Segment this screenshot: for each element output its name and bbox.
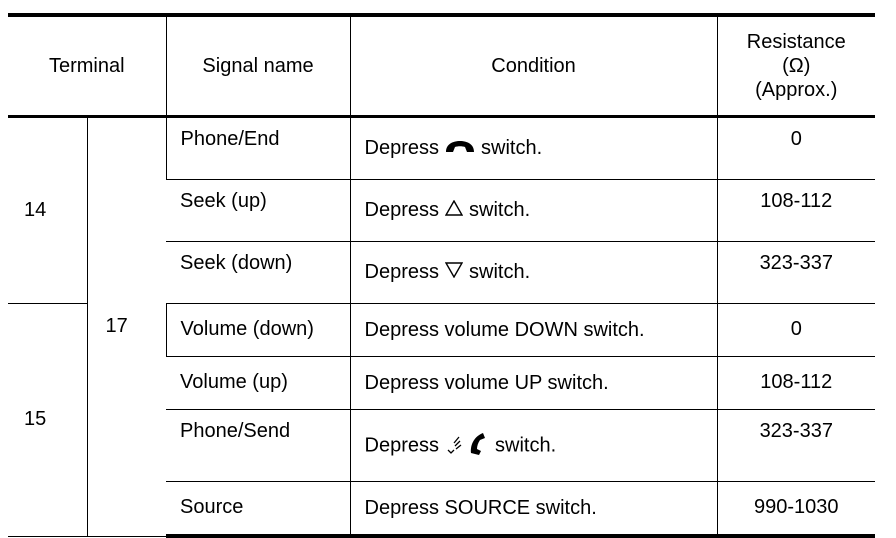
header-resistance-line-3: (Approx.)	[755, 79, 838, 101]
condition-text: Depress	[364, 136, 439, 159]
resistance-value: 0	[717, 117, 875, 180]
resistance-value: 108-112	[717, 357, 875, 410]
condition-text: Depress	[364, 198, 439, 221]
resistance-value: 108-112	[717, 180, 875, 242]
resistance-value: 0	[717, 304, 875, 357]
signal-name: Phone/Send	[166, 410, 350, 482]
condition-text: switch.	[481, 136, 543, 159]
condition-text: Depress	[364, 433, 439, 456]
table-row	[8, 117, 875, 180]
signal-name: Seek (down)	[166, 242, 350, 304]
terminal-17: 17	[87, 117, 166, 537]
terminal-15: 15	[8, 304, 87, 537]
header-resistance-line-1: Resistance	[746, 31, 846, 53]
header-condition: Condition	[350, 15, 717, 117]
condition	[350, 117, 717, 180]
phone-end-icon	[445, 137, 475, 160]
condition-text: switch.	[469, 198, 531, 221]
condition: Depress SOURCE switch.	[350, 482, 717, 537]
triangle-up-icon	[445, 199, 463, 222]
signal-name: Phone/End	[166, 117, 350, 180]
signal-name: Source	[166, 482, 350, 537]
triangle-down-icon	[445, 261, 463, 284]
resistance-value: 323-337	[717, 242, 875, 304]
signal-name: Seek (up)	[166, 180, 350, 242]
resistance-table	[8, 13, 875, 538]
condition-text: switch.	[495, 433, 557, 456]
condition: Depress volume UP switch.	[350, 357, 717, 410]
header-terminal: Terminal	[8, 15, 166, 117]
header-row	[8, 15, 875, 117]
signal-name: Volume (down)	[166, 304, 350, 357]
header-signal-name: Signal name	[166, 15, 350, 117]
condition-text: switch.	[469, 260, 531, 283]
condition-text: Depress	[364, 260, 439, 283]
condition	[350, 180, 717, 242]
resistance-value: 990-1030	[717, 482, 875, 537]
header-resistance-line-2: (Ω)	[782, 55, 811, 77]
condition: Depress volume DOWN switch.	[350, 304, 717, 357]
header-resistance	[717, 15, 875, 117]
condition	[350, 242, 717, 304]
condition	[350, 410, 717, 482]
resistance-value: 323-337	[717, 410, 875, 482]
terminal-14: 14	[8, 117, 87, 304]
phone-send-voice-icon	[445, 431, 489, 461]
signal-name: Volume (up)	[166, 357, 350, 410]
